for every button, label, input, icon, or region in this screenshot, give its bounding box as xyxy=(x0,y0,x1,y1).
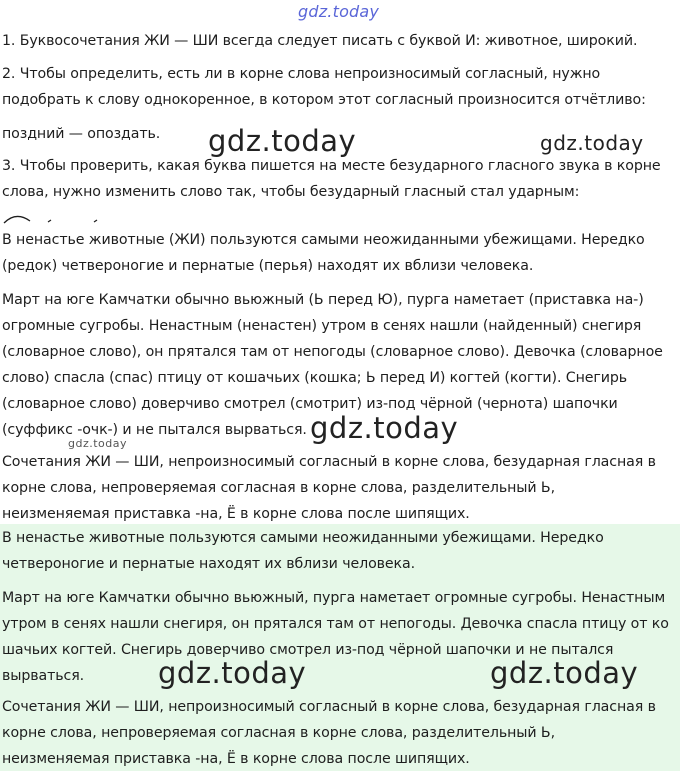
watermark: gdz.today xyxy=(68,437,128,450)
watermark: gdz.today xyxy=(208,124,357,158)
rule-3: 3. Чтобы проверить, какая буква пишется на месте безударного гласного звука в корне слова, нужно изменить слово так, чтобы безударный гласный стал ударным: xyxy=(2,158,661,200)
rule-2: 2. Чтобы определить, есть ли в корне слова непроизносимый согласный, нужно подобрать к слову однокоренное, в котором этот согласный произносится отчётливо: xyxy=(2,66,646,108)
rule-1: 1. Буквосочетания ЖИ — ШИ всегда следует писать с буквой И: животное, широкий. xyxy=(2,33,638,49)
analysis-paragraph-3: Сочетания ЖИ — ШИ, непроизносимый согласный в корне слова, безударная гласная в корне слова, непроверяемая согласная в корне слова, разделительный Ь, неизменяемая приставка -на, Ё в корне слова после шипящих. xyxy=(2,454,656,522)
watermark-top: gdz.today xyxy=(298,2,380,21)
analysis-paragraph-1: В ненастье животные (ЖИ) пользуются самыми неожиданными убежищами. Нередко (редок) четвероногие и пернатые (перья) находят их вблизи человека. xyxy=(2,232,645,274)
rule-2-example: поздний — опоздать. xyxy=(2,126,161,142)
answer-paragraph-3: Сочетания ЖИ — ШИ, непроизносимый согласный в корне слова, безударная гласная в корне слова, непроверяемая согласная в корне слова, разделительный Ь, неизменяемая приставка -на, Ё в корне слова после шипящих. xyxy=(2,699,656,767)
stress-arc-mark xyxy=(2,209,102,229)
watermark: gdz.today xyxy=(310,411,459,445)
watermark: gdz.today xyxy=(158,656,307,690)
analysis-paragraph-2: Март на юге Камчатки обычно вьюжный (Ь перед Ю), пурга наметает (приставка на-) огромные сугробы. Ненастным (ненастен) утром в сенях нашли (найденный) снегиря (словарное слово), он прятался там от непогоды (словарное слово). Девочка (словарное слово) спасла (спас) птицу от кошачьих (кошка; Ь перед И) когтей (когти). Снегирь (словарное слово) доверчиво смотрел (смотрит) из-под чёрной (чернота) шапочки (суффикс -очк-) и не пытался вырваться. xyxy=(2,292,663,438)
answer-paragraph-2: Март на юге Камчатки обычно вьюжный, пурга наметает огромные сугробы. Ненастным утром в сенях нашли снегиря, он прятался там от непогоды. Девочка спасла птицу от ко шачьих когтей. Снегирь доверчиво смотрел из-под чёрной шапочки и не пытался вырваться. xyxy=(2,590,669,684)
watermark: gdz.today xyxy=(540,131,644,155)
watermark: gdz.today xyxy=(490,656,639,690)
answer-paragraph-1: В ненастье животные пользуются самыми неожиданными убежищами. Нередко четвероногие и пернатые находят их вблизи человека. xyxy=(2,530,604,572)
